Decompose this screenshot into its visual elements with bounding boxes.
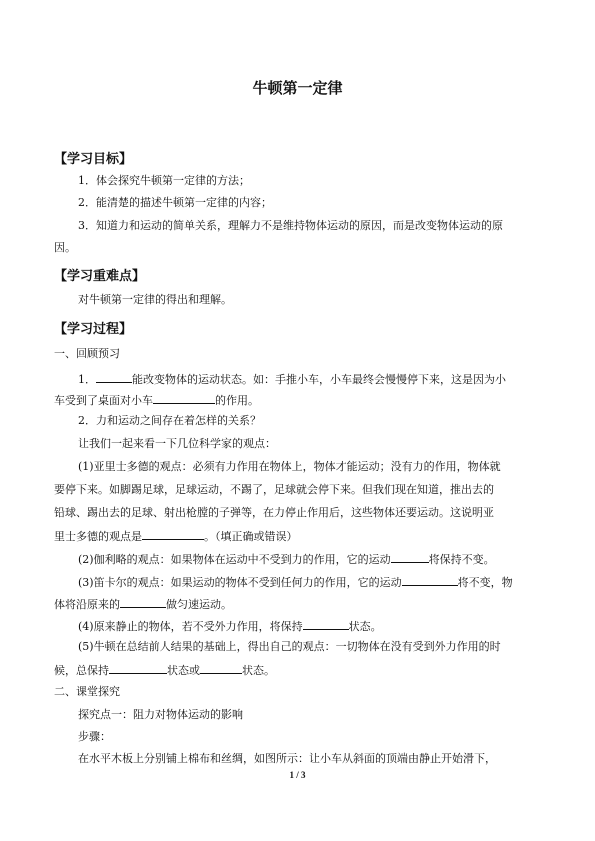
- descartes-text-d: 做匀速运动。: [166, 598, 232, 611]
- galileo-text-a: (2)伽利略的观点：如果物体在运动中不受到力的作用，它的运动: [78, 553, 391, 566]
- newton-line-1: (5)牛顿在总结前人结果的基础上，得出自己的观点：一切物体在没有受到外力作用的时: [78, 640, 501, 653]
- goal-item-3: 3．知道力和运动的简单关系，理解力不是维持物体运动的原因，而是改变物体运动的原: [78, 219, 503, 232]
- aristotle-line-2: 要停下来。如脚踢足球，足球运动，不踢了，足球就会停下来。但我们现在知道，推出去的: [54, 483, 494, 496]
- question-1-number: 1．: [78, 373, 96, 386]
- question-2: 2．力和运动之间存在着怎样的关系？: [78, 414, 261, 427]
- rest-object-text-a: (4)原来静止的物体，若不受外力作用，将保持: [78, 620, 303, 633]
- page-title: 牛顿第一定律: [252, 79, 343, 97]
- steps-text: 在水平木板上分别铺上棉布和丝绸，如图所示：让小车从斜面的顶端由静止开始滑下，: [78, 752, 496, 765]
- galileo-text-b: 将保持不变。: [428, 553, 495, 566]
- newton-text-b: 状态或: [167, 664, 200, 677]
- newton-text-a: 候，总保持: [54, 664, 109, 677]
- answer-blank[interactable]: [120, 596, 166, 608]
- aristotle-line-1: (1)亚里士多德的观点：必须有力作用在物体上，物体才能运动；没有力的作用，物体就: [78, 460, 501, 473]
- descartes-line-2: [54, 596, 232, 612]
- aristotle-line-3: 铅球、踢出去的足球、射出枪膛的子弹等，在力停止作用后，这些物体还要运动。这说明亚: [54, 506, 494, 519]
- rest-object-line: [78, 618, 382, 634]
- question-1-text-b: 车受到了桌面对小车: [54, 394, 153, 407]
- descartes-text-b: 将不变，物: [457, 576, 513, 589]
- goal-item-3-cont: 因。: [54, 241, 76, 254]
- answer-blank[interactable]: [153, 392, 215, 404]
- aristotle-line-4: [54, 528, 298, 544]
- newton-line-2: [54, 662, 275, 678]
- goal-item-1: 1．体会探究牛顿第一定律的方法；: [78, 174, 250, 187]
- rest-object-text-b: 状态。: [348, 620, 382, 633]
- scientists-intro: 让我们一起来看一下几位科学家的观点：: [78, 437, 276, 450]
- goal-item-2: 2．能清楚的描述牛顿第一定律的内容；: [78, 196, 272, 209]
- question-1-line-2: [54, 392, 259, 408]
- answer-blank[interactable]: [402, 574, 458, 586]
- answer-blank[interactable]: [96, 371, 132, 383]
- explore-point-1: 探究点一：阻力对物体运动的影响: [78, 708, 243, 721]
- descartes-line-1: [78, 574, 513, 590]
- question-1-text: 能改变物体的运动状态。如：手推小车，小车最终会慢慢停下来，这是因为小: [132, 373, 506, 386]
- heading-key-points: 【学习重难点】: [54, 269, 146, 284]
- explore-section-title: 二、课堂探究: [54, 685, 120, 698]
- steps-label: 步骤：: [78, 730, 111, 743]
- heading-goals: 【学习目标】: [54, 152, 133, 167]
- question-1-line-1: [78, 371, 506, 387]
- answer-blank[interactable]: [200, 662, 242, 674]
- answer-blank[interactable]: [109, 662, 167, 674]
- descartes-text-c: 体将沿原来的: [54, 598, 120, 611]
- page-number: 1 / 3: [289, 770, 306, 780]
- answer-blank[interactable]: [303, 618, 349, 630]
- newton-text-c: 状态。: [242, 664, 275, 677]
- key-points-text: 对牛顿第一定律的得出和理解。: [78, 293, 232, 306]
- answer-blank[interactable]: [391, 551, 429, 563]
- question-1-text-c: 的作用。: [215, 394, 259, 407]
- aristotle-text-b: 。（填正确或错误）: [204, 530, 298, 543]
- answer-blank[interactable]: [142, 528, 204, 540]
- review-section-title: 一、回顾预习: [54, 347, 120, 360]
- galileo-line: [78, 551, 495, 567]
- aristotle-text-a: 里士多德的观点是: [54, 530, 142, 543]
- descartes-text-a: (3)笛卡尔的观点：如果运动的物体不受到任何力的作用，它的运动: [78, 576, 402, 589]
- heading-process: 【学习过程】: [54, 322, 133, 337]
